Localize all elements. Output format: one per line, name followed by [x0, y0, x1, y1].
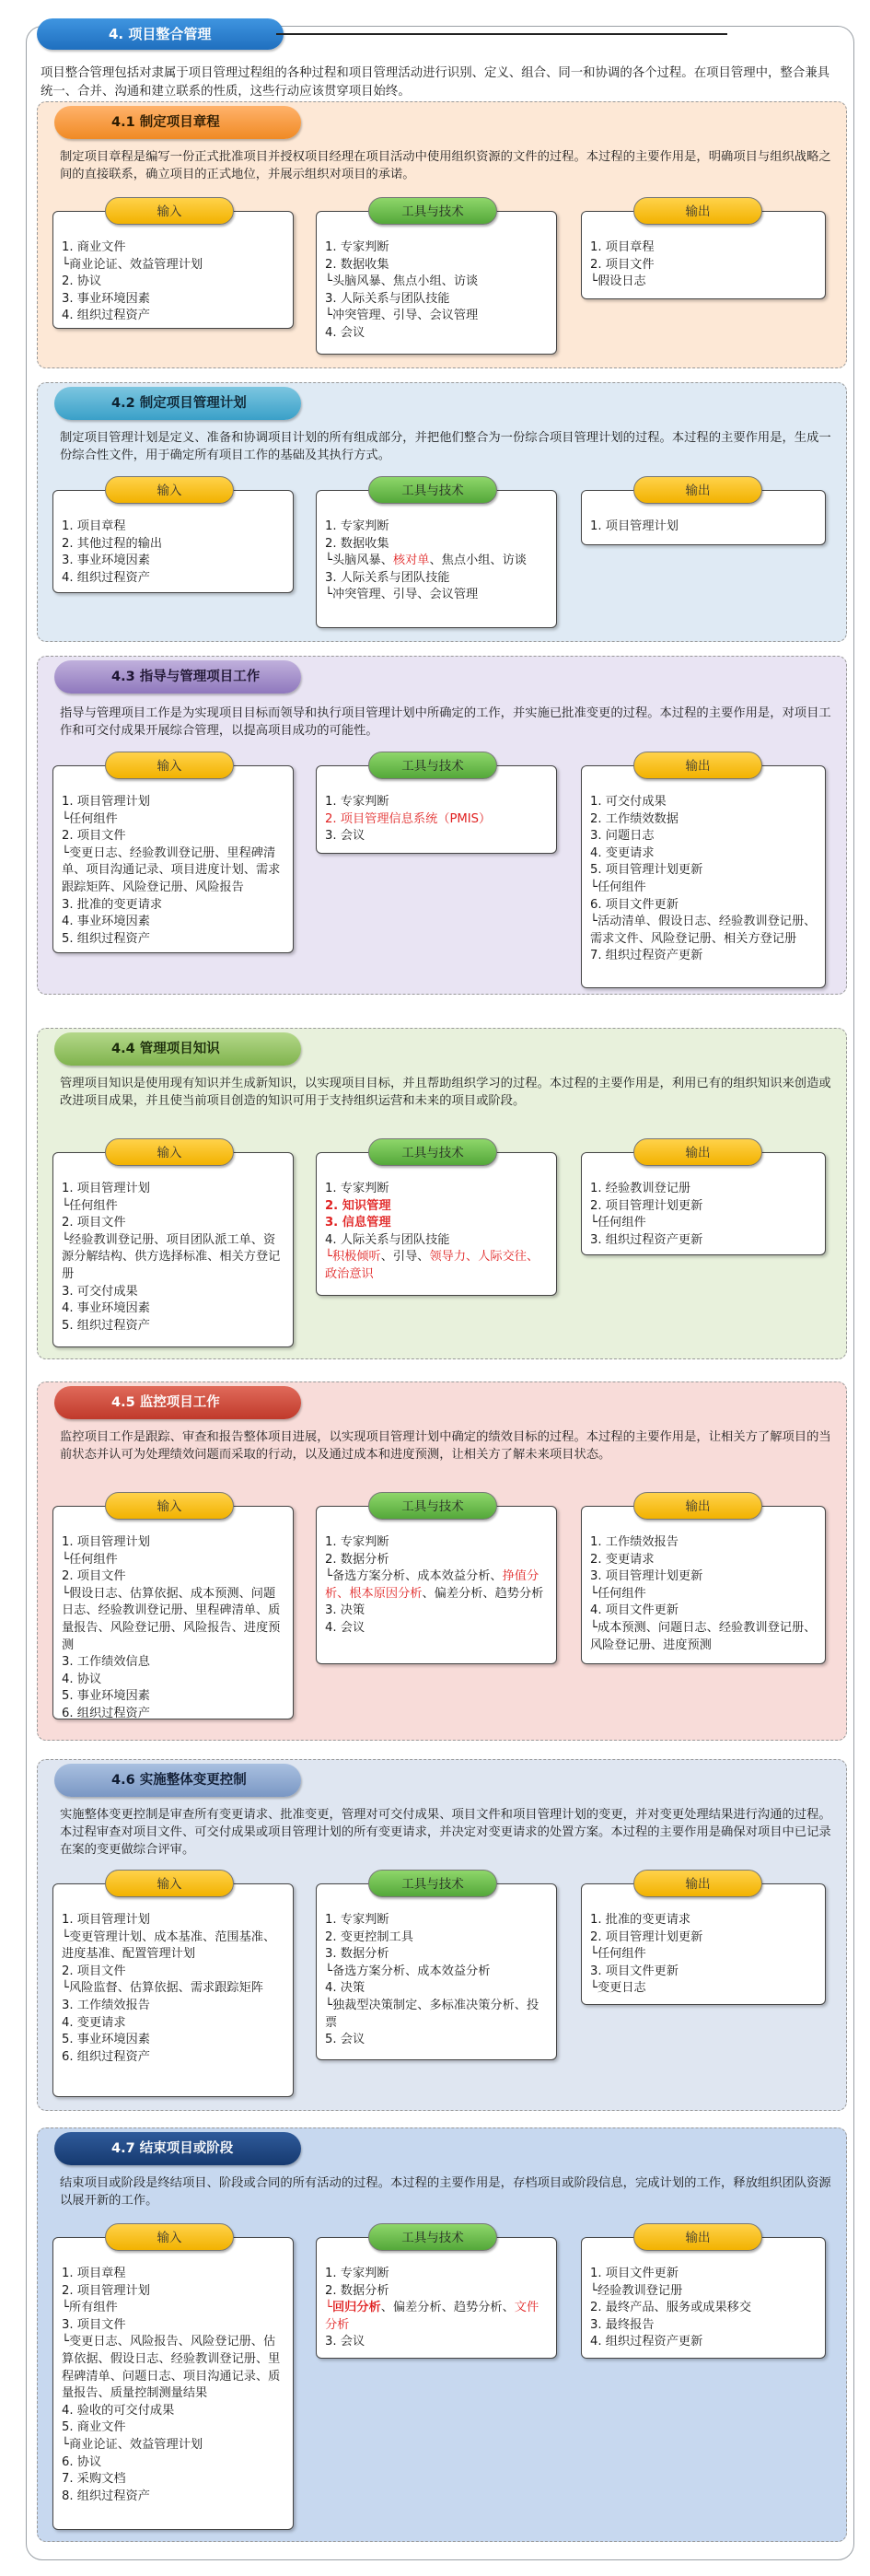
list-item: 2. 项目管理计划	[62, 2283, 150, 2298]
input-pill: 输入	[105, 1138, 234, 1166]
list-item: 2. 项目文件	[62, 829, 126, 844]
list-item: └冲突管理、引导、会议管理	[325, 588, 479, 602]
list-item: 1. 项目文件更新	[590, 2267, 679, 2280]
output-pill: 输出	[633, 1138, 762, 1166]
list-item: └商业论证、效益管理计划	[62, 257, 203, 272]
section-4-5	[37, 1381, 847, 1741]
tools-pill: 工具与技术	[368, 476, 497, 504]
list-item: 3. 决策	[325, 1603, 365, 1618]
output-pill: 输出	[633, 1870, 762, 1897]
list-item: 3. 工作绩效报告	[62, 1998, 150, 2012]
list-item: 1. 工作绩效报告	[590, 1535, 679, 1549]
list-item: └备选方案分析、成本效益分析、挣值分析、根本原因分析、偏差分析、趋势分析	[325, 1569, 544, 1601]
list-item: 1. 商业文件	[62, 240, 126, 254]
section-title: 4.4 管理项目知识	[54, 1032, 301, 1066]
output-box	[581, 1499, 826, 1664]
tools-pill: 工具与技术	[368, 1870, 497, 1897]
list-item: └任何组件	[590, 1586, 646, 1601]
list-item: └头脑风暴、焦点小组、访谈	[325, 274, 479, 289]
output-pill: 输出	[633, 2223, 762, 2251]
list-item: 5. 项目管理计划更新	[590, 863, 703, 878]
list-item: 3. 项目管理计划更新	[590, 1569, 703, 1584]
output-pill: 输出	[633, 1492, 762, 1520]
section-description: 制定项目管理计划是定义、准备和协调项目计划的所有组成部分，并把他们整合为一份综合项目管理计划的过程。本过程的主要作用是，生成一份综合性文件，用于确定所有项目工作的基础及其执行方式。	[60, 431, 831, 462]
list-item: 2. 项目文件	[590, 257, 655, 272]
list-item: └变更管理计划、成本基准、范围基准、进度基准、配置管理计划	[62, 1929, 276, 1962]
list-item: └活动清单、假设日志、经验教训登记册、需求文件、风险登记册、相关方登记册	[590, 915, 817, 946]
list-item: 3. 项目文件	[62, 2317, 126, 2332]
list-item: 1. 项目章程	[590, 240, 655, 254]
list-item: 2. 项目文件	[62, 1216, 126, 1230]
section-title: 4.3 指导与管理项目工作	[54, 660, 301, 694]
list-item: 2. 变更控制工具	[325, 1929, 413, 1944]
tools-box	[316, 759, 557, 854]
section-description: 监控项目工作是跟踪、审查和报告整体项目进展，以实现项目管理计划中确定的绩效目标的过程。本过程的主要作用是，让相关方了解项目的当前状态并认可为处理绩效问题而采取的行动，以及通过成本和进度预测，让相关方了解未来项目状态。	[60, 1430, 831, 1462]
list-item: 3. 会议	[325, 829, 365, 844]
section-title: 4.5 监控项目工作	[54, 1386, 301, 1419]
list-item: └风险监督、估算依据、需求跟踪矩阵	[62, 1981, 263, 1996]
list-item: 1. 项目管理计划	[62, 795, 150, 809]
list-item: └回归分析、偏差分析、趋势分析、文件分析	[325, 2301, 539, 2332]
output-pill: 输出	[633, 197, 762, 225]
list-item: 2. 项目管理计划更新	[590, 1929, 703, 1944]
list-item: 1. 项目管理计划	[590, 519, 679, 533]
list-item: └成本预测、问题日志、经验教训登记册、风险登记册、进度预测	[590, 1620, 817, 1652]
section-4-3	[37, 656, 847, 995]
intro-text: 项目整合管理包括对隶属于项目管理过程组的各种过程和项目管理活动进行识别、定义、组合、同一和协调的各个过程。在项目管理中，整合兼具统一、合并、沟通和建立联系的性质，这些行动应该贯穿项目始终。	[41, 66, 829, 99]
list-item: 3. 组织过程资产更新	[590, 1232, 703, 1247]
tools-pill: 工具与技术	[368, 2223, 497, 2251]
list-item: 2. 数据收集	[325, 536, 389, 551]
list-item: 1. 项目章程	[62, 2267, 126, 2280]
section-4-6	[37, 1759, 847, 2111]
list-item: 8. 组织过程资产	[62, 2489, 150, 2503]
tools-pill: 工具与技术	[368, 197, 497, 225]
section-description: 结束项目或阶段是终结项目、阶段或合同的所有活动的过程。本过程的主要作用是，存档项目或阶段信息，完成计划的工作，释放组织团队资源以展开新的工作。	[60, 2176, 831, 2208]
list-item: 3. 信息管理	[325, 1216, 391, 1230]
output-box	[581, 1877, 826, 2005]
list-item: 2. 变更请求	[590, 1552, 655, 1567]
list-item: 7. 组织过程资产更新	[590, 949, 703, 963]
section-title: 4.7 结束项目或阶段	[54, 2132, 301, 2165]
output-box	[581, 484, 826, 545]
input-box	[52, 2231, 294, 2530]
list-item: 3. 会议	[325, 2335, 365, 2349]
list-item: 3. 批准的变更请求	[62, 897, 163, 912]
list-item: 1. 项目管理计划	[62, 1535, 150, 1549]
list-item: 4. 事业环境因素	[62, 915, 150, 929]
list-item: 4. 变更请求	[590, 845, 655, 860]
list-item: 3. 问题日志	[590, 829, 655, 844]
tools-pill: 工具与技术	[368, 1138, 497, 1166]
list-item: └经验教训登记册、项目团队派工单、资源分解结构、供方选择标准、相关方登记册	[62, 1232, 281, 1281]
title-underline	[276, 33, 727, 35]
section-description: 管理项目知识是使用现有知识并生成新知识，以实现项目目标，并且帮助组织学习的过程。本过程的主要作用是，利用已有的组织知识来创造或改进项目成果，并且使当前项目创造的知识可用于支持组织运营和未来的项目或阶段。	[60, 1077, 831, 1108]
list-item: 6. 项目文件更新	[590, 897, 679, 912]
list-item: 4. 决策	[325, 1981, 365, 1996]
list-item: 2. 工作绩效数据	[590, 811, 679, 826]
list-item: 4. 会议	[325, 1620, 365, 1635]
list-item: 6. 协议	[62, 2454, 102, 2469]
list-item: 1. 批准的变更请求	[590, 1913, 691, 1927]
tools-pill: 工具与技术	[368, 1492, 497, 1520]
list-item: └独裁型决策制定、多标准决策分析、投票	[325, 1998, 539, 2030]
list-item: 1. 可交付成果	[590, 795, 667, 809]
list-item: 2. 数据分析	[325, 1552, 389, 1567]
list-item: 4. 人际关系与团队技能	[325, 1232, 450, 1247]
list-item: └所有组件	[62, 2301, 118, 2315]
input-pill: 输入	[105, 752, 234, 779]
list-item: └变更日志	[590, 1981, 646, 1996]
section-title: 4.6 实施整体变更控制	[54, 1764, 301, 1797]
list-item: 1. 专家判断	[325, 519, 389, 533]
list-item: 6. 组织过程资产	[62, 2049, 150, 2064]
section-description: 指导与管理项目工作是为实现项目目标而领导和执行项目管理计划中所确定的工作，并实施已批准变更的过程。本过程的主要作用是，对项目工作和可交付成果开展综合管理，以提高项目成功的可能性。	[60, 706, 831, 738]
list-item: 2. 最终产品、服务或成果移交	[590, 2301, 752, 2315]
list-item: 3. 事业环境因素	[62, 291, 150, 306]
list-item: └头脑风暴、核对单、焦点小组、访谈	[325, 554, 527, 568]
list-item: 3. 数据分析	[325, 1947, 389, 1962]
list-item: 2. 知识管理	[325, 1198, 391, 1213]
list-item: └任何组件	[62, 1552, 118, 1567]
section-4-1	[37, 101, 847, 368]
list-item: 2. 其他过程的输出	[62, 536, 163, 551]
list-item: 6. 组织过程资产	[62, 1706, 150, 1720]
list-item: 3. 可交付成果	[62, 1284, 138, 1299]
list-item: └积极倾听、引导、领导力、人际交往、政治意识	[325, 1250, 539, 1281]
list-item: └任何组件	[590, 1216, 646, 1230]
list-item: 4. 组织过程资产	[62, 309, 150, 323]
list-item: └商业论证、效益管理计划	[62, 2437, 203, 2452]
output-pill: 输出	[633, 752, 762, 779]
section-description: 实施整体变更控制是审查所有变更请求、批准变更，管理对可交付成果、项目文件和项目管理计划的变更，并对变更处理结果进行沟通的过程。本过程审查对项目文件、可交付成果或项目管理计划的所有变更请求，并决定对变更请求的处置方案。本过程的主要作用是确保对项目中已记录在案的变更做综合评审。	[60, 1808, 831, 1857]
input-pill: 输入	[105, 476, 234, 504]
list-item: └任何组件	[62, 811, 118, 826]
list-item: 5. 会议	[325, 2033, 365, 2047]
tools-pill: 工具与技术	[368, 752, 497, 779]
list-item: 1. 专家判断	[325, 2267, 389, 2280]
list-item: 3. 人际关系与团队技能	[325, 291, 450, 306]
list-item: 5. 商业文件	[62, 2420, 126, 2435]
list-item: └变更日志、经验教训登记册、里程碑清单、项目沟通记录、项目进度计划、需求跟踪矩阵、风险登记册、风险报告	[62, 845, 281, 894]
list-item: 4. 组织过程资产	[62, 570, 150, 585]
list-item: 1. 专家判断	[325, 1913, 389, 1927]
list-item: 2. 项目文件	[62, 1569, 126, 1584]
section-title: 4.1 制定项目章程	[54, 106, 301, 139]
list-item: 4. 项目文件更新	[590, 1603, 679, 1618]
tools-box	[316, 1877, 557, 2060]
list-item: 4. 协议	[62, 1672, 102, 1686]
list-item: 3. 项目文件更新	[590, 1964, 679, 1978]
list-item: 2. 数据分析	[325, 2283, 389, 2298]
output-box	[581, 204, 826, 299]
section-description: 制定项目章程是编写一份正式批准项目并授权项目经理在项目活动中使用组织资源的文件的过程。本过程的主要作用是，明确项目与组织战略之间的直接联系，确立项目的正式地位，并展示组织对项目的承诺。	[60, 150, 831, 181]
input-pill: 输入	[105, 197, 234, 225]
list-item: 2. 项目管理计划更新	[590, 1198, 703, 1213]
tools-box	[316, 1146, 557, 1296]
list-item: 1. 专家判断	[325, 240, 389, 254]
tools-box	[316, 2231, 557, 2359]
list-item: └变更日志、风险报告、风险登记册、估算依据、假设日志、经验教训登记册、里程碑清单、问题日志、项目沟通记录、质量报告、质量控制测量结果	[62, 2335, 281, 2401]
input-box	[52, 759, 294, 953]
section-4-4	[37, 1028, 847, 1359]
list-item: 1. 专家判断	[325, 1182, 389, 1195]
list-item: └假设日志	[590, 274, 646, 289]
input-pill: 输入	[105, 1492, 234, 1520]
input-pill: 输入	[105, 1870, 234, 1897]
list-item: 3. 事业环境因素	[62, 554, 150, 568]
list-item: 3. 工作绩效信息	[62, 1655, 150, 1670]
list-item: 5. 组织过程资产	[62, 1318, 150, 1333]
list-item: 3. 最终报告	[590, 2317, 655, 2332]
list-item: └任何组件	[62, 1198, 118, 1213]
tools-box	[316, 1499, 557, 1664]
list-item: 5. 事业环境因素	[62, 2033, 150, 2047]
list-item: 2. 项目文件	[62, 1964, 126, 1978]
list-item: 7. 采购文档	[62, 2472, 126, 2487]
list-item: └假设日志、估算依据、成本预测、问题日志、经验教训登记册、里程碑清单、质量报告、风险登记册、风险报告、进度预测	[62, 1586, 281, 1652]
list-item: 1. 专家判断	[325, 795, 389, 809]
list-item: 1. 项目管理计划	[62, 1182, 150, 1195]
list-item: 1. 经验教训登记册	[590, 1182, 691, 1195]
output-box	[581, 759, 826, 988]
tools-box	[316, 204, 557, 355]
list-item: 2. 协议	[62, 274, 102, 289]
page-title: 4. 项目整合管理	[37, 18, 284, 50]
output-box	[581, 2231, 826, 2359]
input-box	[52, 1877, 294, 2097]
list-item: 2. 数据收集	[325, 257, 389, 272]
list-item: 3. 人际关系与团队技能	[325, 570, 450, 585]
tools-box	[316, 484, 557, 628]
list-item: 4. 会议	[325, 325, 365, 340]
list-item: 4. 组织过程资产更新	[590, 2335, 703, 2349]
input-box	[52, 1146, 294, 1347]
list-item: └备选方案分析、成本效益分析	[325, 1964, 491, 1978]
list-item: └冲突管理、引导、会议管理	[325, 309, 479, 323]
input-pill: 输入	[105, 2223, 234, 2251]
output-pill: 输出	[633, 476, 762, 504]
list-item: 5. 事业环境因素	[62, 1689, 150, 1704]
output-box	[581, 1146, 826, 1255]
list-item: └任何组件	[590, 1947, 646, 1962]
section-title: 4.2 制定项目管理计划	[54, 387, 301, 420]
list-item: └经验教训登记册	[590, 2283, 683, 2298]
list-item: 5. 组织过程资产	[62, 931, 150, 946]
input-box	[52, 484, 294, 593]
list-item: 4. 验收的可交付成果	[62, 2403, 175, 2418]
list-item: 1. 项目章程	[62, 519, 126, 533]
list-item: 1. 项目管理计划	[62, 1913, 150, 1927]
list-item: 4. 变更请求	[62, 2015, 126, 2030]
section-4-7	[37, 2127, 847, 2542]
list-item: 1. 专家判断	[325, 1535, 389, 1549]
list-item: 2. 项目管理信息系统（PMIS）	[325, 811, 492, 826]
input-box	[52, 204, 294, 329]
input-box	[52, 1499, 294, 1720]
section-4-2	[37, 382, 847, 642]
list-item: └任何组件	[590, 880, 646, 894]
list-item: 4. 事业环境因素	[62, 1301, 150, 1316]
